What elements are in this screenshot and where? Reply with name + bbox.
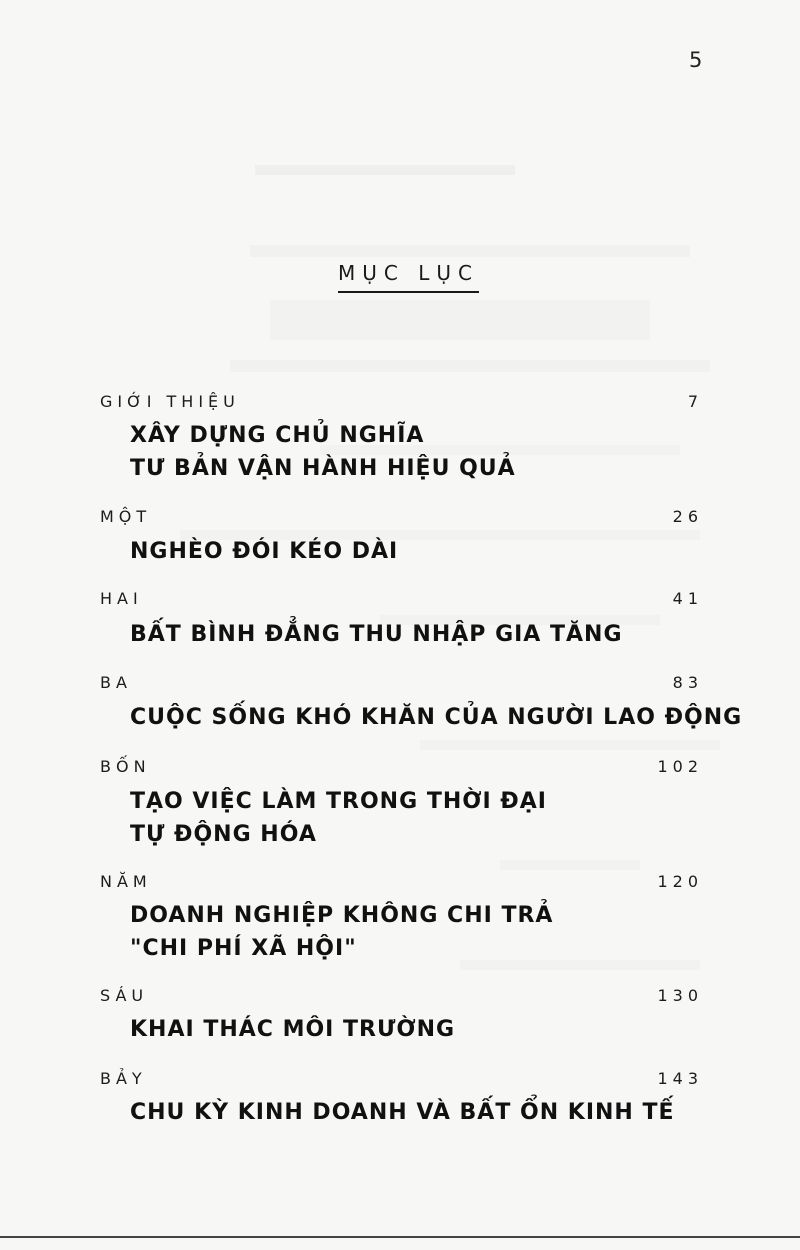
page-title: MỤC LỤC [338, 261, 479, 293]
chapter-title-line: BẤT BÌNH ĐẲNG THU NHẬP GIA TĂNG [130, 622, 623, 647]
page-reference: 102 [657, 757, 703, 776]
chapter-title-line: TẠO VIỆC LÀM TRONG THỜI ĐẠI [130, 789, 547, 814]
page-reference: 7 [687, 392, 703, 411]
page-reference: 41 [672, 589, 703, 608]
chapter-label: BẢY [100, 1069, 147, 1088]
page-edge-line [0, 1236, 800, 1238]
page-reference: 130 [657, 986, 703, 1005]
chapter-title-line: XÂY DỰNG CHỦ NGHĨA [130, 423, 425, 448]
chapter-label: HAI [100, 589, 143, 608]
chapter-label: GIỚI THIỆU [100, 392, 240, 411]
chapter-label: BA [100, 673, 132, 692]
chapter-title-line: KHAI THÁC MÔI TRƯỜNG [130, 1017, 456, 1042]
page-reference: 26 [672, 507, 703, 526]
chapter-label: NĂM [100, 872, 152, 891]
chapter-label: BỐN [100, 757, 151, 776]
page-reference: 83 [672, 673, 703, 692]
chapter-label: SÁU [100, 986, 149, 1005]
chapter-title-line: TƯ BẢN VẬN HÀNH HIỆU QUẢ [130, 456, 516, 481]
chapter-title-line: CHU KỲ KINH DOANH VÀ BẤT ỔN KINH TẾ [130, 1100, 675, 1125]
chapter-title-line: NGHÈO ĐÓI KÉO DÀI [130, 539, 399, 564]
chapter-label: MỘT [100, 507, 152, 526]
page-reference: 120 [657, 872, 703, 891]
chapter-title-line: TỰ ĐỘNG HÓA [130, 822, 317, 847]
page-reference: 143 [657, 1069, 703, 1088]
chapter-title-line: "CHI PHÍ XÃ HỘI" [130, 936, 357, 961]
page-number: 5 [689, 48, 703, 72]
chapter-title-line: DOANH NGHIỆP KHÔNG CHI TRẢ [130, 903, 554, 928]
chapter-title-line: CUỘC SỐNG KHÓ KHĂN CỦA NGƯỜI LAO ĐỘNG [130, 705, 743, 730]
